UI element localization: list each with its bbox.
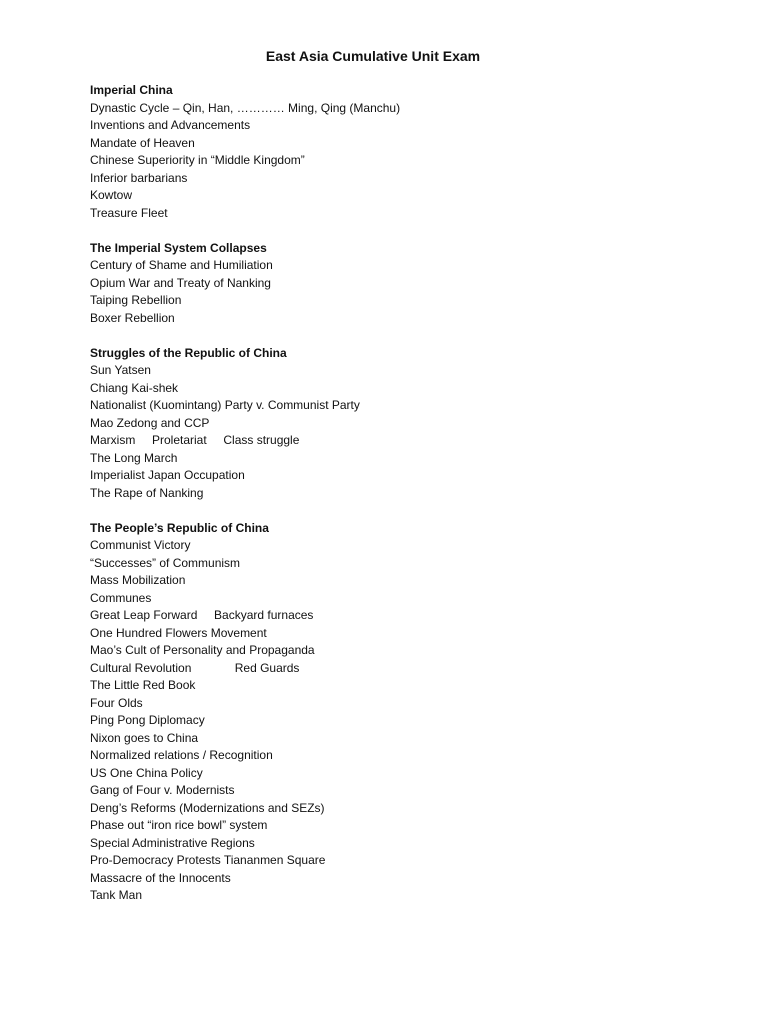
list-item: Century of Shame and Humiliation bbox=[90, 258, 273, 272]
list-item: Cultural Revolution Red Guards bbox=[90, 660, 300, 675]
list-item: Four Olds bbox=[90, 695, 143, 710]
list-item: Pro-Democracy Protests Tiananmen Square bbox=[90, 853, 326, 867]
list-item: Mao Zedong and CCP bbox=[90, 415, 210, 430]
list-item: Nixon goes to China bbox=[90, 730, 199, 745]
list-item: Dynastic Cycle – Qin, Han, ………… Ming, Qing (Manchu) bbox=[90, 100, 401, 115]
section bbox=[90, 345, 730, 503]
list-item: “Successes” of Communism bbox=[90, 555, 241, 570]
list-item: Imperialist Japan Occupation bbox=[90, 468, 245, 482]
list-item: Inferior barbarians bbox=[90, 170, 188, 185]
list-item: One Hundred Flowers Movement bbox=[90, 625, 267, 640]
list-item: Special Administrative Regions bbox=[90, 835, 255, 850]
list-item: The Little Red Book bbox=[90, 678, 196, 692]
document-title: East Asia Cumulative Unit Exam bbox=[265, 48, 481, 64]
list-item: Communes bbox=[90, 590, 152, 605]
list-item: Normalized relations / Recognition bbox=[90, 748, 273, 762]
section bbox=[90, 82, 730, 222]
list-item: Treasure Fleet bbox=[90, 205, 168, 220]
list-item: Boxer Rebellion bbox=[90, 310, 175, 325]
section-heading: Struggles of the Republic of China bbox=[90, 345, 287, 360]
list-item: Great Leap Forward Backyard furnaces bbox=[90, 608, 314, 622]
section-heading: The People’s Republic of China bbox=[90, 520, 269, 535]
list-item: Inventions and Advancements bbox=[90, 118, 251, 132]
list-item: Marxism Proletariat Class struggle bbox=[90, 433, 300, 447]
section-heading: The Imperial System Collapses bbox=[90, 240, 267, 255]
list-item: Gang of Four v. Modernists bbox=[90, 783, 235, 797]
list-item: Taiping Rebellion bbox=[90, 293, 182, 307]
list-item: Kowtow bbox=[90, 188, 133, 202]
list-item: Ping Pong Diplomacy bbox=[90, 713, 205, 727]
list-item: Mass Mobilization bbox=[90, 573, 186, 587]
section bbox=[90, 520, 730, 905]
section bbox=[90, 240, 730, 328]
list-item: Massacre of the Innocents bbox=[90, 870, 231, 885]
list-item: US One China Policy bbox=[90, 765, 203, 780]
document-body bbox=[90, 82, 730, 922]
list-item: Communist Victory bbox=[90, 538, 191, 552]
list-item: Phase out “iron rice bowl” system bbox=[90, 818, 268, 832]
list-item: Deng’s Reforms (Modernizations and SEZs) bbox=[90, 800, 325, 815]
list-item: Mandate of Heaven bbox=[90, 135, 195, 150]
list-item: Opium War and Treaty of Nanking bbox=[90, 275, 271, 290]
list-item: Nationalist (Kuomintang) Party v. Communist Party bbox=[90, 398, 360, 412]
list-item: Sun Yatsen bbox=[90, 363, 151, 377]
list-item: The Long March bbox=[90, 450, 178, 465]
list-item: Chiang Kai-shek bbox=[90, 380, 179, 395]
list-item: Chinese Superiority in “Middle Kingdom” bbox=[90, 153, 305, 167]
list-item: Mao’s Cult of Personality and Propaganda bbox=[90, 643, 315, 657]
section-heading: Imperial China bbox=[90, 83, 173, 97]
list-item: The Rape of Nanking bbox=[90, 485, 204, 500]
list-item: Tank Man bbox=[90, 888, 143, 902]
